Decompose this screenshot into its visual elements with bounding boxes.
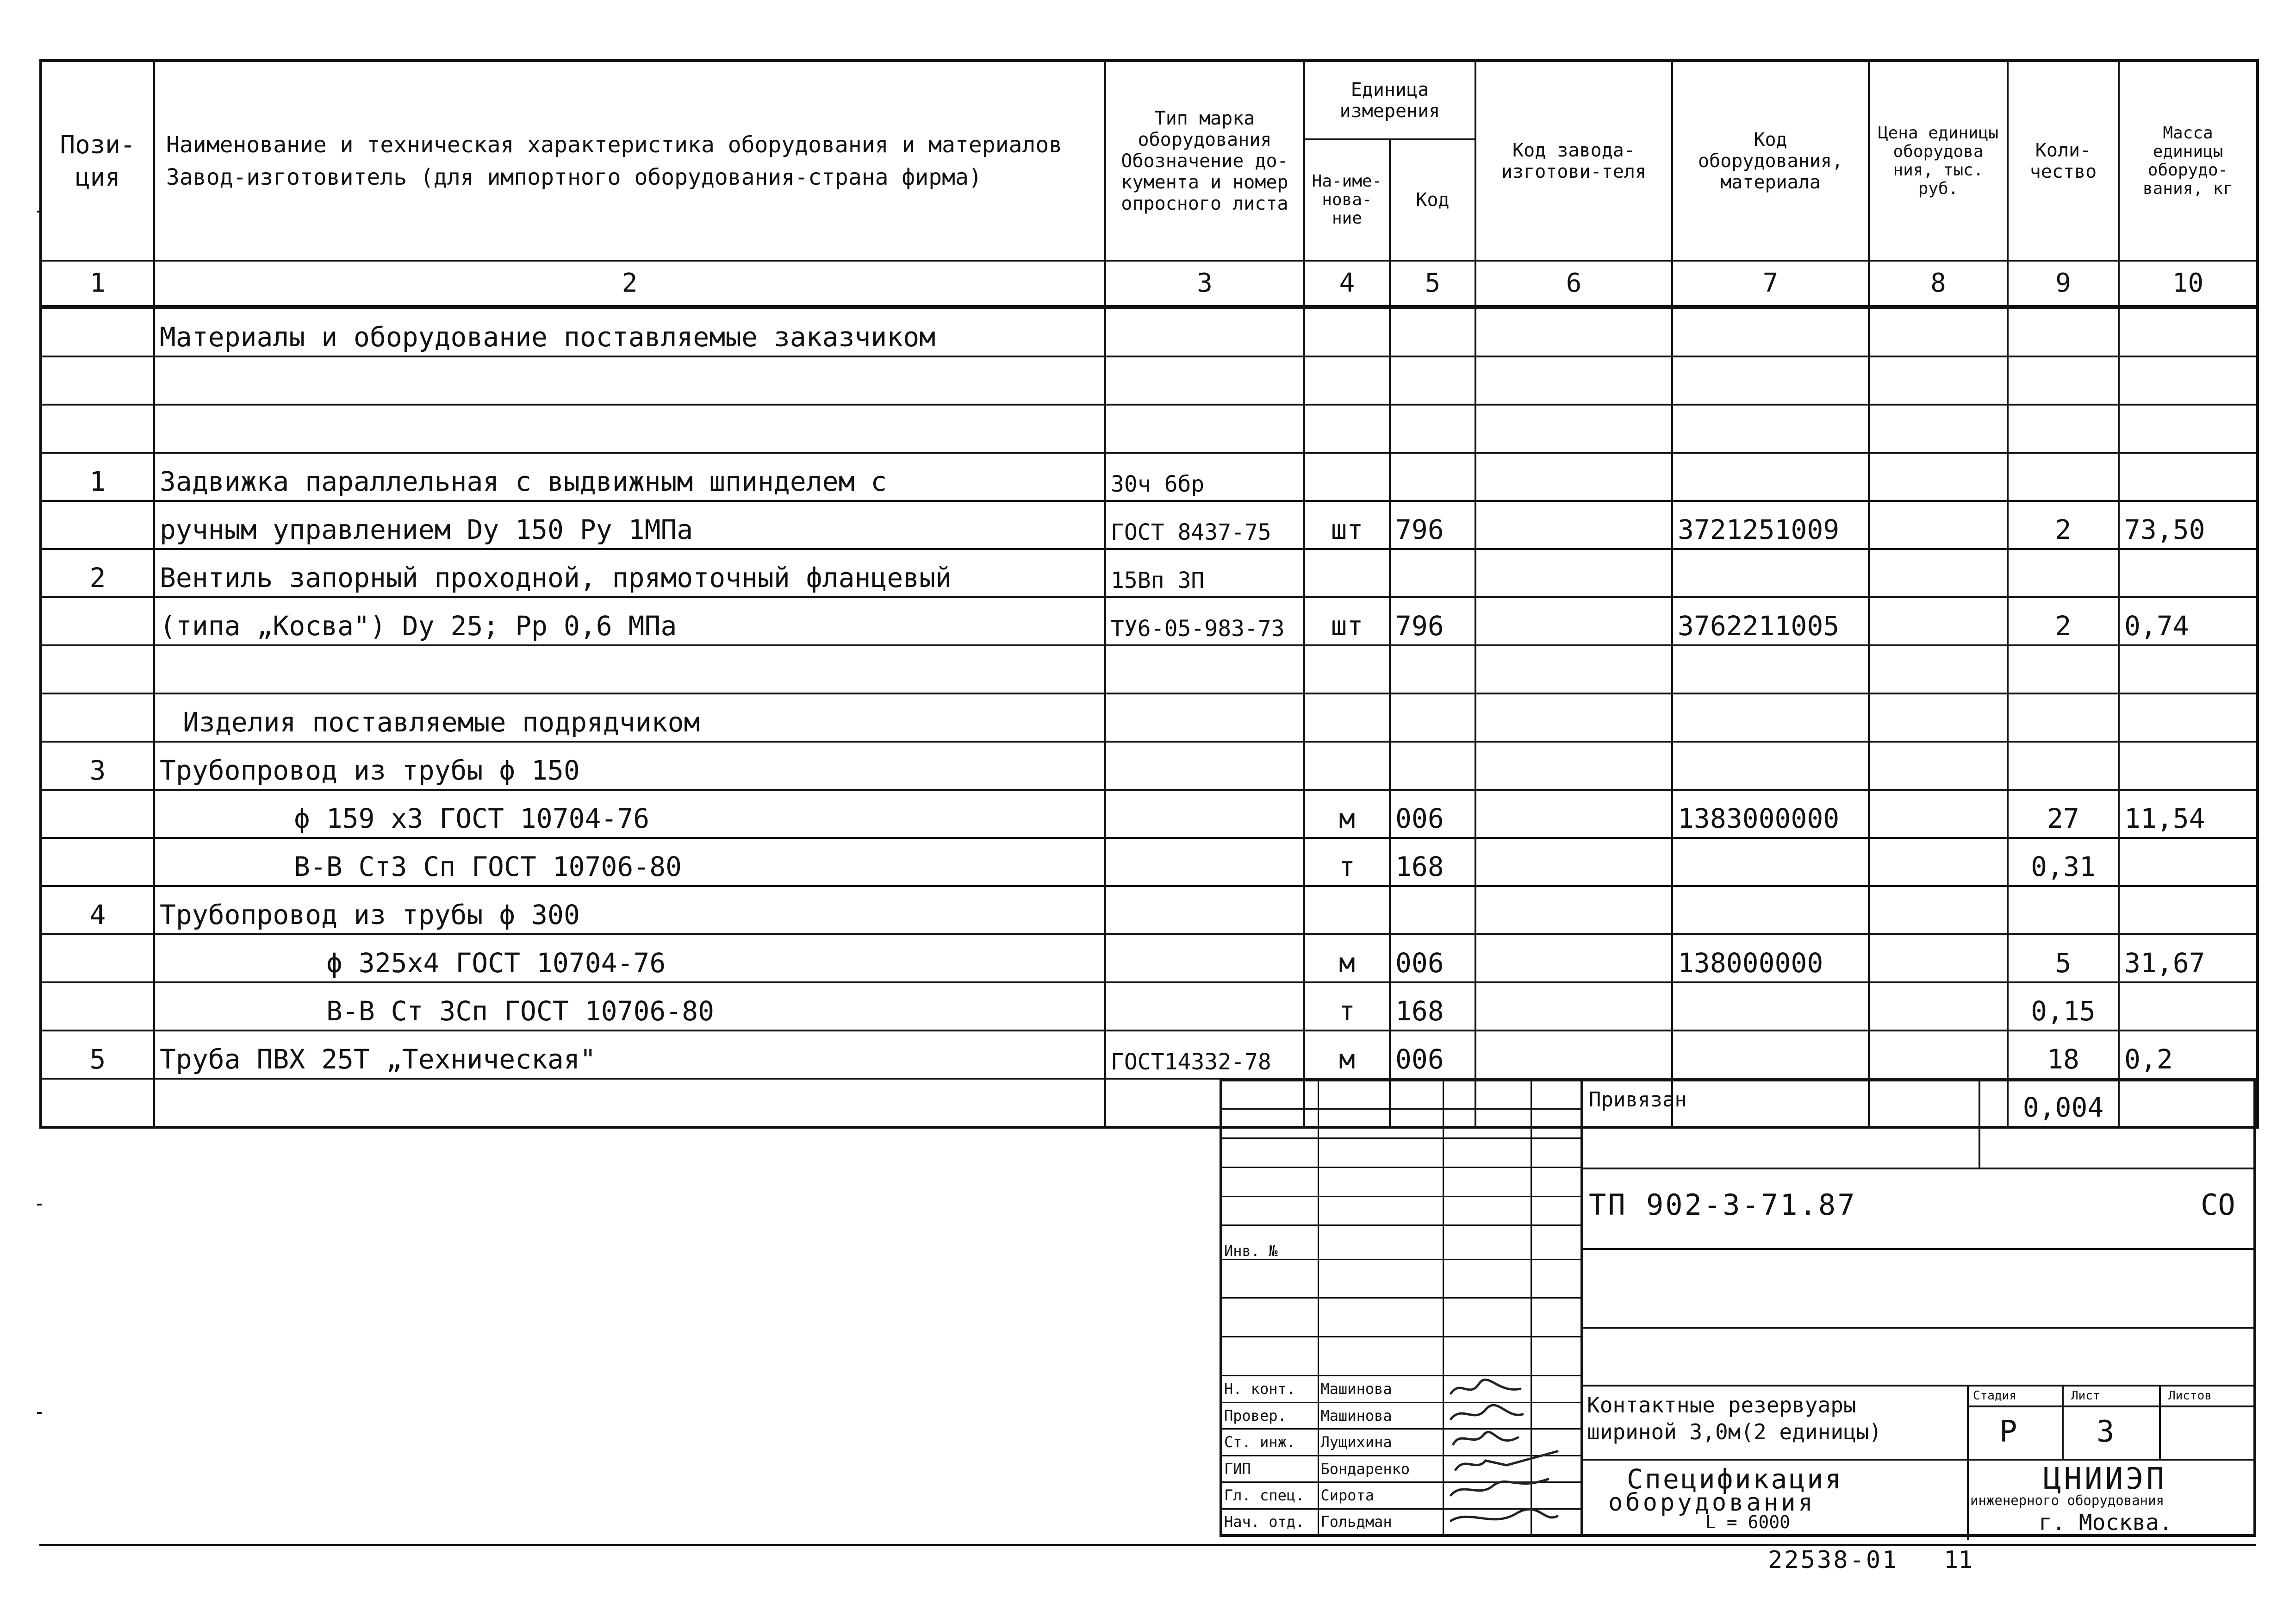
row-name: В-В Ст 3Сп ГОСТ 10706-80 (154, 982, 1105, 1031)
row-unit-name (1304, 886, 1390, 934)
row-type (1105, 742, 1304, 790)
row-unit-name (1304, 693, 1390, 742)
header-maker-code: Код завода-изготови-теля (1475, 61, 1672, 261)
row-material-code (1672, 549, 1869, 597)
row-unit-name: шт (1304, 597, 1390, 645)
table-row (41, 356, 2258, 405)
row-unit-name (1304, 549, 1390, 597)
row-position: 4 (41, 886, 154, 934)
row-price (1869, 453, 2008, 501)
specification-body (41, 307, 2258, 1127)
row-mass (2119, 453, 2258, 501)
row-mass (2119, 405, 2258, 453)
row-quantity (2008, 886, 2119, 934)
row-unit-code (1390, 645, 1475, 693)
row-mass (2119, 693, 2258, 742)
row-mass (2119, 982, 2258, 1031)
row-unit-name: т (1304, 838, 1390, 886)
col-number: 4 (1304, 261, 1390, 307)
row-unit-code (1390, 356, 1475, 405)
row-quantity (2008, 693, 2119, 742)
org-city: г. Москва. (2039, 1510, 2172, 1536)
row-unit-name: т (1304, 982, 1390, 1031)
row-price (1869, 645, 2008, 693)
table-row (41, 742, 2258, 790)
header-unit-code: Код (1390, 139, 1475, 261)
person-name: Бондаренко (1318, 1455, 1443, 1482)
row-unit-name (1304, 307, 1390, 356)
col-number: 6 (1475, 261, 1672, 307)
header-price: Цена единицы оборудова ния, тыс. руб. (1869, 61, 2008, 261)
row-quantity (2008, 645, 2119, 693)
row-quantity: 0,004 (2008, 1079, 2119, 1127)
row-quantity: 2 (2008, 597, 2119, 645)
object-name-line1: Контактные резервуары (1587, 1393, 1856, 1418)
row-maker-code (1475, 1031, 1672, 1079)
row-quantity (2008, 405, 2119, 453)
row-material-code (1672, 886, 1869, 934)
row-maker-code (1475, 982, 1672, 1031)
object-name-line2: шириной 3,0м(2 единицы) (1587, 1419, 1882, 1444)
row-price (1869, 549, 2008, 597)
table-row (41, 453, 2258, 501)
row-price (1869, 307, 2008, 356)
row-price (1869, 838, 2008, 886)
row-unit-name: м (1304, 1031, 1390, 1079)
row-type: 30ч 6бр (1105, 453, 1304, 501)
row-maker-code (1475, 934, 1672, 982)
row-unit-code: 168 (1390, 838, 1475, 886)
row-material-code (1672, 982, 1869, 1031)
row-name: Труба ПВХ 25Т „Техническая" (154, 1031, 1105, 1079)
row-name: Вентиль запорный проходной, прямоточный фланцевый (154, 549, 1105, 597)
row-material-code (1672, 838, 1869, 886)
row-type (1105, 886, 1304, 934)
title-block (1220, 1079, 2256, 1537)
sheet-value: 3 (2097, 1415, 2115, 1449)
row-unit-name (1304, 356, 1390, 405)
row-name (154, 645, 1105, 693)
role-label: ГИП (1221, 1455, 1318, 1482)
row-maker-code (1475, 356, 1672, 405)
row-maker-code (1475, 886, 1672, 934)
row-type: ТУ6-05-983-73 (1105, 597, 1304, 645)
col-number: 10 (2119, 261, 2258, 307)
row-mass (2119, 356, 2258, 405)
row-unit-name: шт (1304, 501, 1390, 549)
header-unit-name: На-име-нова-ние (1304, 139, 1390, 261)
table-row (41, 549, 2258, 597)
row-mass (2119, 645, 2258, 693)
row-unit-code: 168 (1390, 982, 1475, 1031)
org-department: инженерного оборудования (1970, 1493, 2165, 1508)
row-price (1869, 742, 2008, 790)
row-position (41, 790, 154, 838)
title-block-main (1580, 1079, 2256, 1537)
person-name: Сирота (1318, 1482, 1443, 1509)
row-unit-name (1304, 645, 1390, 693)
row-price (1869, 356, 2008, 405)
row-position (41, 693, 154, 742)
row-type (1105, 645, 1304, 693)
row-type: ГОСТ 8437-75 (1105, 501, 1304, 549)
row-position (41, 982, 154, 1031)
inventory-number-label: Инв. № (1221, 1225, 1318, 1259)
row-unit-code: 006 (1390, 934, 1475, 982)
row-unit-name (1304, 742, 1390, 790)
document-mark: СО (2201, 1188, 2235, 1222)
row-name: Трубопровод из трубы ϕ 150 (154, 742, 1105, 790)
table-row (41, 645, 2258, 693)
row-quantity: 2 (2008, 501, 2119, 549)
row-mass (2119, 742, 2258, 790)
row-material-code (1672, 742, 1869, 790)
spec-title-line1: Спецификация (1627, 1463, 1843, 1495)
row-quantity: 27 (2008, 790, 2119, 838)
row-unit-code: 006 (1390, 790, 1475, 838)
person-name: Гольдман (1318, 1509, 1443, 1536)
person-name: Лущихина (1318, 1429, 1443, 1456)
row-mass: 11,54 (2119, 790, 2258, 838)
row-mass: 73,50 (2119, 501, 2258, 549)
sheet-label: Лист (2071, 1389, 2100, 1403)
row-quantity (2008, 453, 2119, 501)
stage-value: Р (1999, 1415, 2017, 1449)
table-row (41, 597, 2258, 645)
row-price (1869, 790, 2008, 838)
col-number: 9 (2008, 261, 2119, 307)
row-unit-name: м (1304, 790, 1390, 838)
row-position: 3 (41, 742, 154, 790)
table-row (41, 982, 2258, 1031)
row-material-code: 1383000000 (1672, 790, 1869, 838)
role-label: Н. конт. (1221, 1375, 1318, 1402)
row-price (1869, 1031, 2008, 1079)
row-type (1105, 790, 1304, 838)
table-row (41, 307, 2258, 356)
row-quantity (2008, 356, 2119, 405)
row-mass: 0,74 (2119, 597, 2258, 645)
row-maker-code (1475, 838, 1672, 886)
header-name-line2: Завод-изготовитель (для импортного оборудования-страна фирма) (166, 164, 982, 190)
org-name: ЦНИИЭП (2043, 1462, 2167, 1496)
row-material-code (1672, 453, 1869, 501)
spec-title-line2: оборудования (1608, 1489, 1816, 1517)
row-type (1105, 405, 1304, 453)
col-number: 7 (1672, 261, 1869, 307)
row-mass (2119, 549, 2258, 597)
row-position: 1 (41, 453, 154, 501)
row-mass: 0,2 (2119, 1031, 2258, 1079)
row-mass (2119, 886, 2258, 934)
row-name: Материалы и оборудование поставляемые заказчиком (154, 307, 1105, 356)
row-position (41, 934, 154, 982)
row-price (1869, 886, 2008, 934)
row-maker-code (1475, 790, 1672, 838)
row-material-code (1672, 645, 1869, 693)
table-row (41, 501, 2258, 549)
row-material-code: 3762211005 (1672, 597, 1869, 645)
row-name: Трубопровод из трубы ϕ 300 (154, 886, 1105, 934)
row-name: (типа „Косва") Dy 25; Pp 0,6 МПа (154, 597, 1105, 645)
person-name: Машинова (1318, 1375, 1443, 1402)
row-position (41, 838, 154, 886)
col-number: 2 (154, 261, 1105, 307)
margin-tick (37, 211, 42, 212)
table-row (41, 838, 2258, 886)
row-material-code (1672, 307, 1869, 356)
row-maker-code (1475, 453, 1672, 501)
row-maker-code (1475, 549, 1672, 597)
row-type (1105, 838, 1304, 886)
header-position: Пози- ция (41, 61, 154, 261)
header-mass: Масса единицы оборудо-вания, кг (2119, 61, 2258, 261)
person-name: Машинова (1318, 1402, 1443, 1429)
archive-mark: 11 (1944, 1546, 1973, 1574)
col-number: 1 (41, 261, 154, 307)
row-unit-code (1390, 453, 1475, 501)
row-quantity: 0,15 (2008, 982, 2119, 1031)
row-unit-code (1390, 742, 1475, 790)
col-number: 5 (1390, 261, 1475, 307)
row-name: ϕ 325х4 ГОСТ 10704-76 (154, 934, 1105, 982)
row-unit-code (1390, 693, 1475, 742)
header-type: Тип марка оборудования Обозначение до-кумента и номер опросного листа (1105, 61, 1304, 261)
row-name: ϕ 159 х3 ГОСТ 10704-76 (154, 790, 1105, 838)
row-unit-code (1390, 886, 1475, 934)
row-maker-code (1475, 501, 1672, 549)
table-row (41, 405, 2258, 453)
row-material-code (1672, 405, 1869, 453)
row-maker-code (1475, 693, 1672, 742)
row-unit-name (1304, 453, 1390, 501)
row-unit-code: 796 (1390, 501, 1475, 549)
row-maker-code (1475, 597, 1672, 645)
row-price (1869, 597, 2008, 645)
role-label: Ст. инж. (1221, 1429, 1318, 1456)
row-type (1105, 307, 1304, 356)
row-unit-code (1390, 549, 1475, 597)
header-name (154, 61, 1105, 261)
role-label: Нач. отд. (1221, 1509, 1318, 1536)
row-name: ручным управлением Dy 150 Py 1МПа (154, 501, 1105, 549)
row-quantity: 5 (2008, 934, 2119, 982)
row-position: 2 (41, 549, 154, 597)
header-name-line1: Наименование и техническая характеристика оборудования и материалов (166, 131, 1063, 158)
document-code: ТП 902-3-71.87 (1589, 1188, 1857, 1222)
role-label: Провер. (1221, 1402, 1318, 1429)
row-quantity (2008, 307, 2119, 356)
header-quantity: Коли-чество (2008, 61, 2119, 261)
row-unit-code (1390, 405, 1475, 453)
sheets-label: Листов (2168, 1389, 2212, 1403)
archive-number: 22538-01 (1768, 1546, 1899, 1574)
spec-title-line3: L = 6000 (1705, 1512, 1791, 1532)
col-number: 8 (1869, 261, 2008, 307)
row-quantity: 0,31 (2008, 838, 2119, 886)
row-type (1105, 693, 1304, 742)
row-position (41, 1079, 154, 1127)
row-name: Задвижка параллельная с выдвижным шпинделем с (154, 453, 1105, 501)
header-material-code: Код оборудования, материала (1672, 61, 1869, 261)
row-maker-code (1475, 742, 1672, 790)
row-quantity: 18 (2008, 1031, 2119, 1079)
row-mass (2119, 307, 2258, 356)
margin-tick (37, 1412, 42, 1414)
header-unit-group: Единица измерения (1304, 61, 1475, 139)
row-unit-code: 006 (1390, 1031, 1475, 1079)
col-number: 3 (1105, 261, 1304, 307)
bound-label: Привязан (1589, 1088, 1687, 1112)
row-unit-name (1304, 405, 1390, 453)
row-maker-code (1475, 307, 1672, 356)
table-row (41, 934, 2258, 982)
row-price (1869, 934, 2008, 982)
row-material-code (1672, 1031, 1869, 1079)
row-name (154, 356, 1105, 405)
row-position (41, 597, 154, 645)
role-label: Гл. спец. (1221, 1482, 1318, 1509)
row-position (41, 356, 154, 405)
table-row (41, 886, 2258, 934)
row-material-code: 3721251009 (1672, 501, 1869, 549)
row-price (1869, 693, 2008, 742)
table-row (41, 790, 2258, 838)
row-maker-code (1475, 405, 1672, 453)
stage-label: Стадия (1973, 1389, 2016, 1403)
row-price (1869, 982, 2008, 1031)
bottom-border-line (39, 1544, 2256, 1546)
row-position: 5 (41, 1031, 154, 1079)
row-name (154, 1079, 1105, 1127)
row-name: В-В Ст3 Сп ГОСТ 10706-80 (154, 838, 1105, 886)
row-mass: 31,67 (2119, 934, 2258, 982)
row-position (41, 307, 154, 356)
row-position (41, 501, 154, 549)
row-material-code (1672, 693, 1869, 742)
row-price (1869, 405, 2008, 453)
row-material-code: 138000000 (1672, 934, 1869, 982)
row-type (1105, 982, 1304, 1031)
row-type (1105, 356, 1304, 405)
row-type: ГОСТ14332-78 (1105, 1031, 1304, 1079)
row-quantity (2008, 549, 2119, 597)
row-name: Изделия поставляемые подрядчиком (154, 693, 1105, 742)
row-unit-name: м (1304, 934, 1390, 982)
row-material-code (1672, 356, 1869, 405)
table-row (41, 1031, 2258, 1079)
row-type (1105, 934, 1304, 982)
row-mass (2119, 838, 2258, 886)
row-quantity (2008, 742, 2119, 790)
specification-table (39, 59, 2259, 1129)
row-unit-code (1390, 307, 1475, 356)
row-name (154, 405, 1105, 453)
row-type: 15Вп 3П (1105, 549, 1304, 597)
row-position (41, 645, 154, 693)
row-position (41, 405, 154, 453)
row-price (1869, 501, 2008, 549)
margin-tick (37, 1204, 42, 1206)
table-row (41, 693, 2258, 742)
row-maker-code (1475, 645, 1672, 693)
row-unit-code: 796 (1390, 597, 1475, 645)
